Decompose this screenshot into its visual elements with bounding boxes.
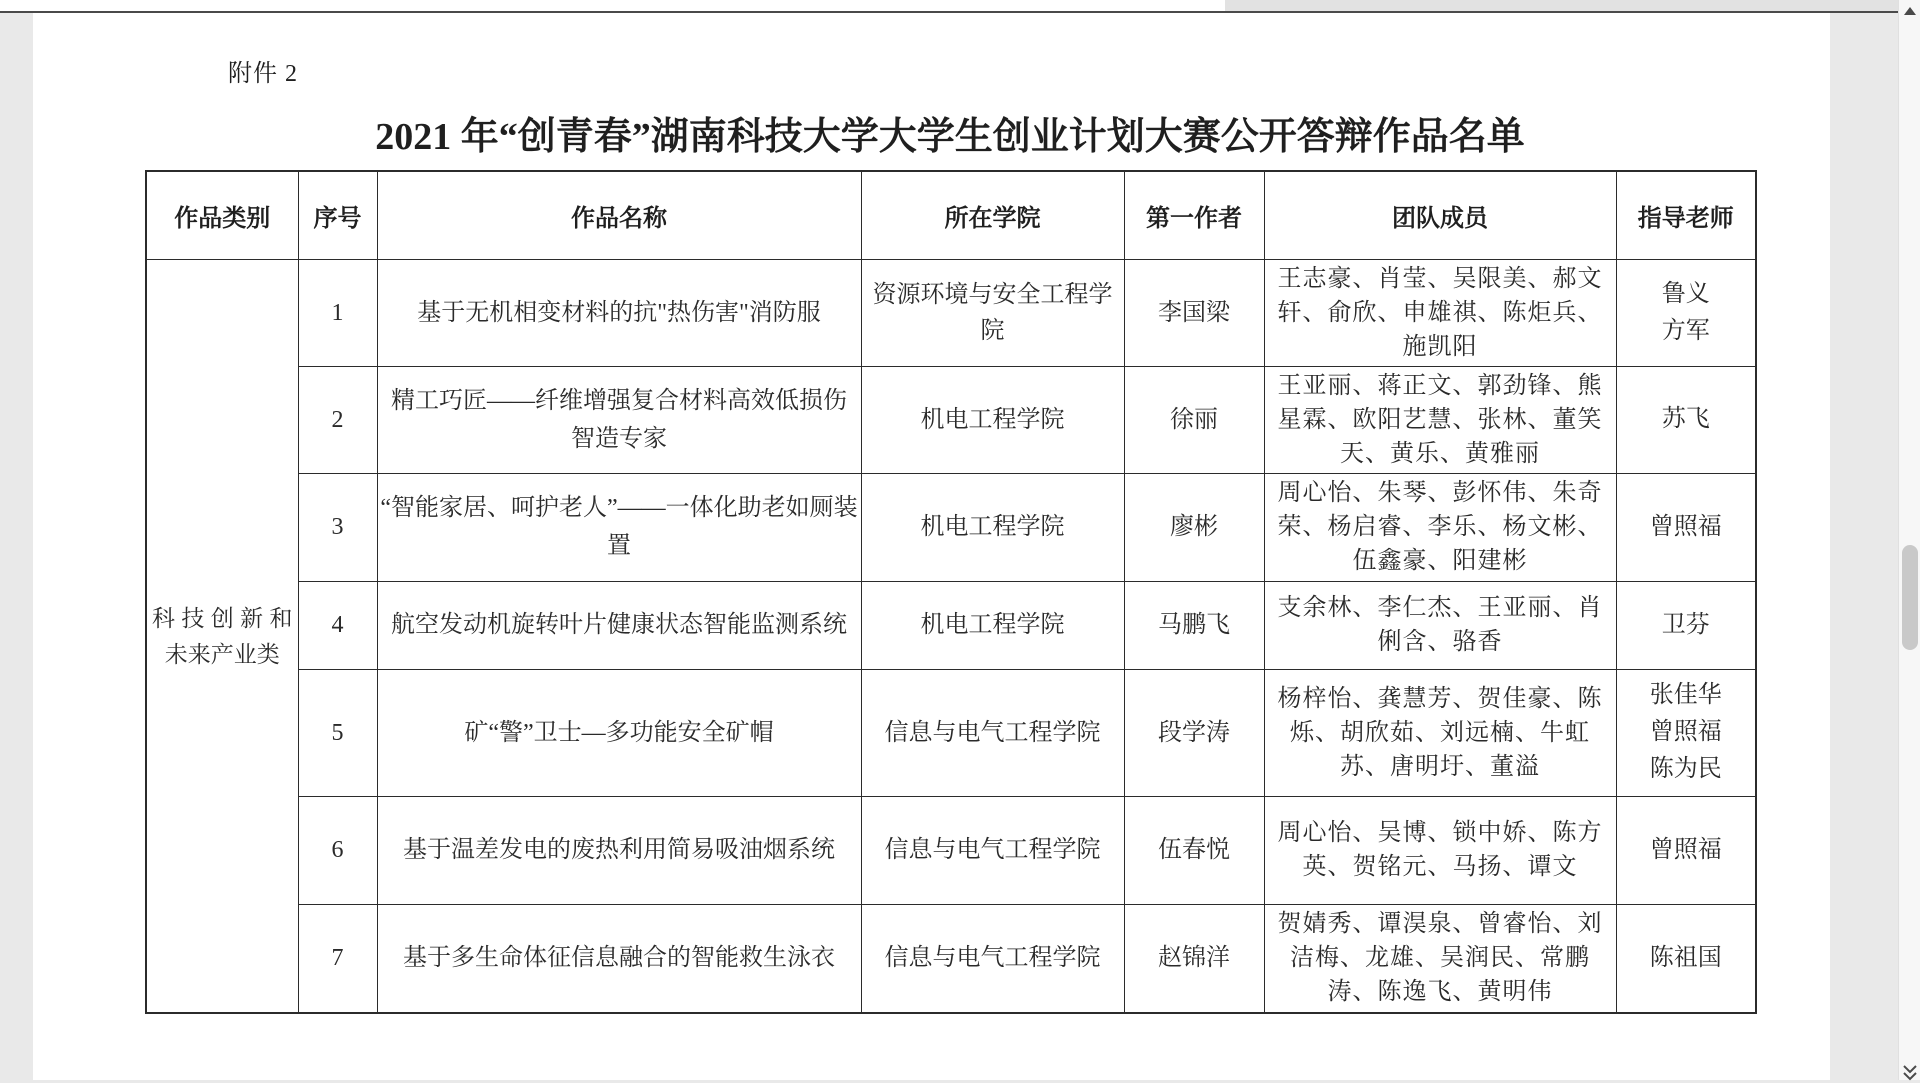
table-row — [146, 473, 1756, 581]
serial-cell: 3 — [298, 473, 377, 581]
college-cell: 机电工程学院 — [861, 366, 1124, 473]
serial-cell: 7 — [298, 904, 377, 1013]
college-cell: 信息与电气工程学院 — [861, 669, 1124, 796]
work-name-cell: 基于温差发电的废热利用简易吸油烟系统 — [377, 796, 861, 904]
serial-cell: 4 — [298, 581, 377, 669]
attachment-label: 附件 2 — [228, 61, 298, 87]
double-chevron-down-icon — [1902, 1064, 1918, 1082]
first-author-cell: 伍春悦 — [1124, 796, 1264, 904]
work-name-cell: 矿“警”卫士—多功能安全矿帽 — [377, 669, 861, 796]
table-body — [146, 259, 1756, 1013]
scroll-down-button[interactable] — [1899, 1063, 1920, 1083]
toolbar-remnant-gray — [1225, 0, 1898, 11]
work-name-cell: 航空发动机旋转叶片健康状态智能监测系统 — [377, 581, 861, 669]
toolbar-remnant-white — [0, 0, 1225, 11]
work-name-cell: 精工巧匠——纤维增强复合材料高效低损伤智造专家 — [377, 366, 861, 473]
table-header-row — [146, 171, 1756, 259]
serial-cell: 6 — [298, 796, 377, 904]
column-header-2: 作品名称 — [377, 171, 861, 259]
advisor-cell: 卫芬 — [1616, 581, 1756, 669]
column-header-0: 作品类别 — [146, 171, 298, 259]
scrollbar-thumb[interactable] — [1902, 545, 1918, 650]
work-name-cell: “智能家居、呵护老人”——一体化助老如厕装置 — [377, 473, 861, 581]
team-members-cell: 支余林、李仁杰、王亚丽、肖俐含、骆香 — [1264, 581, 1616, 669]
column-header-6: 指导老师 — [1616, 171, 1756, 259]
table-row — [146, 904, 1756, 1013]
college-cell: 机电工程学院 — [861, 473, 1124, 581]
college-cell: 资源环境与安全工程学院 — [861, 259, 1124, 366]
column-header-4: 第一作者 — [1124, 171, 1264, 259]
table-row — [146, 796, 1756, 904]
first-author-cell: 廖彬 — [1124, 473, 1264, 581]
serial-cell: 2 — [298, 366, 377, 473]
team-members-cell: 贺婧秀、谭淏泉、曾睿怡、刘洁梅、龙雄、吴润民、常鹏涛、陈逸飞、黄明伟 — [1264, 904, 1616, 1013]
advisor-cell: 曾照福 — [1616, 473, 1756, 581]
team-members-cell: 周心怡、朱琴、彭怀伟、朱奇荣、杨启睿、李乐、杨文彬、伍鑫豪、阳建彬 — [1264, 473, 1616, 581]
table-row — [146, 581, 1756, 669]
works-table — [145, 170, 1757, 1014]
first-author-cell: 徐丽 — [1124, 366, 1264, 473]
first-author-cell: 段学涛 — [1124, 669, 1264, 796]
first-author-cell: 李国梁 — [1124, 259, 1264, 366]
first-author-cell: 赵锦洋 — [1124, 904, 1264, 1013]
college-cell: 机电工程学院 — [861, 581, 1124, 669]
scroll-up-button[interactable] — [1899, 2, 1920, 20]
works-table-container — [145, 170, 1757, 1014]
advisor-cell: 张佳华 曾照福 陈为民 — [1616, 669, 1756, 796]
advisor-cell: 鲁义 方军 — [1616, 259, 1756, 366]
column-header-3: 所在学院 — [861, 171, 1124, 259]
table-row — [146, 366, 1756, 473]
college-cell: 信息与电气工程学院 — [861, 904, 1124, 1013]
team-members-cell: 王志豪、肖莹、吴限美、郝文轩、俞欣、申雄祺、陈炬兵、施凯阳 — [1264, 259, 1616, 366]
first-author-cell: 马鹏飞 — [1124, 581, 1264, 669]
column-header-5: 团队成员 — [1264, 171, 1616, 259]
team-members-cell: 杨梓怡、龚慧芳、贺佳豪、陈烁、胡欣茹、刘远楠、牛虹苏、唐明圩、董溢 — [1264, 669, 1616, 796]
team-members-cell: 周心怡、吴博、锁中娇、陈方英、贺铭元、马扬、谭文 — [1264, 796, 1616, 904]
serial-cell: 1 — [298, 259, 377, 366]
college-cell: 信息与电气工程学院 — [861, 796, 1124, 904]
advisor-cell: 苏飞 — [1616, 366, 1756, 473]
column-header-1: 序号 — [298, 171, 377, 259]
serial-cell: 5 — [298, 669, 377, 796]
advisor-cell: 曾照福 — [1616, 796, 1756, 904]
vertical-scrollbar[interactable] — [1898, 0, 1920, 1080]
advisor-cell: 陈祖国 — [1616, 904, 1756, 1013]
table-row — [146, 259, 1756, 366]
table-row — [146, 669, 1756, 796]
chevron-up-icon — [1904, 7, 1916, 15]
document-title: 2021 年“创青春”湖南科技大学大学生创业计划大赛公开答辩作品名单 — [375, 116, 1525, 158]
team-members-cell: 王亚丽、蒋正文、郭劲锋、熊星霖、欧阳艺慧、张林、董笑天、黄乐、黄雅丽 — [1264, 366, 1616, 473]
document-page — [33, 13, 1830, 1080]
category-cell: 科 技 创 新 和 未来产业类 — [146, 259, 298, 1013]
work-name-cell: 基于无机相变材料的抗"热伤害"消防服 — [377, 259, 861, 366]
work-name-cell: 基于多生命体征信息融合的智能救生泳衣 — [377, 904, 861, 1013]
